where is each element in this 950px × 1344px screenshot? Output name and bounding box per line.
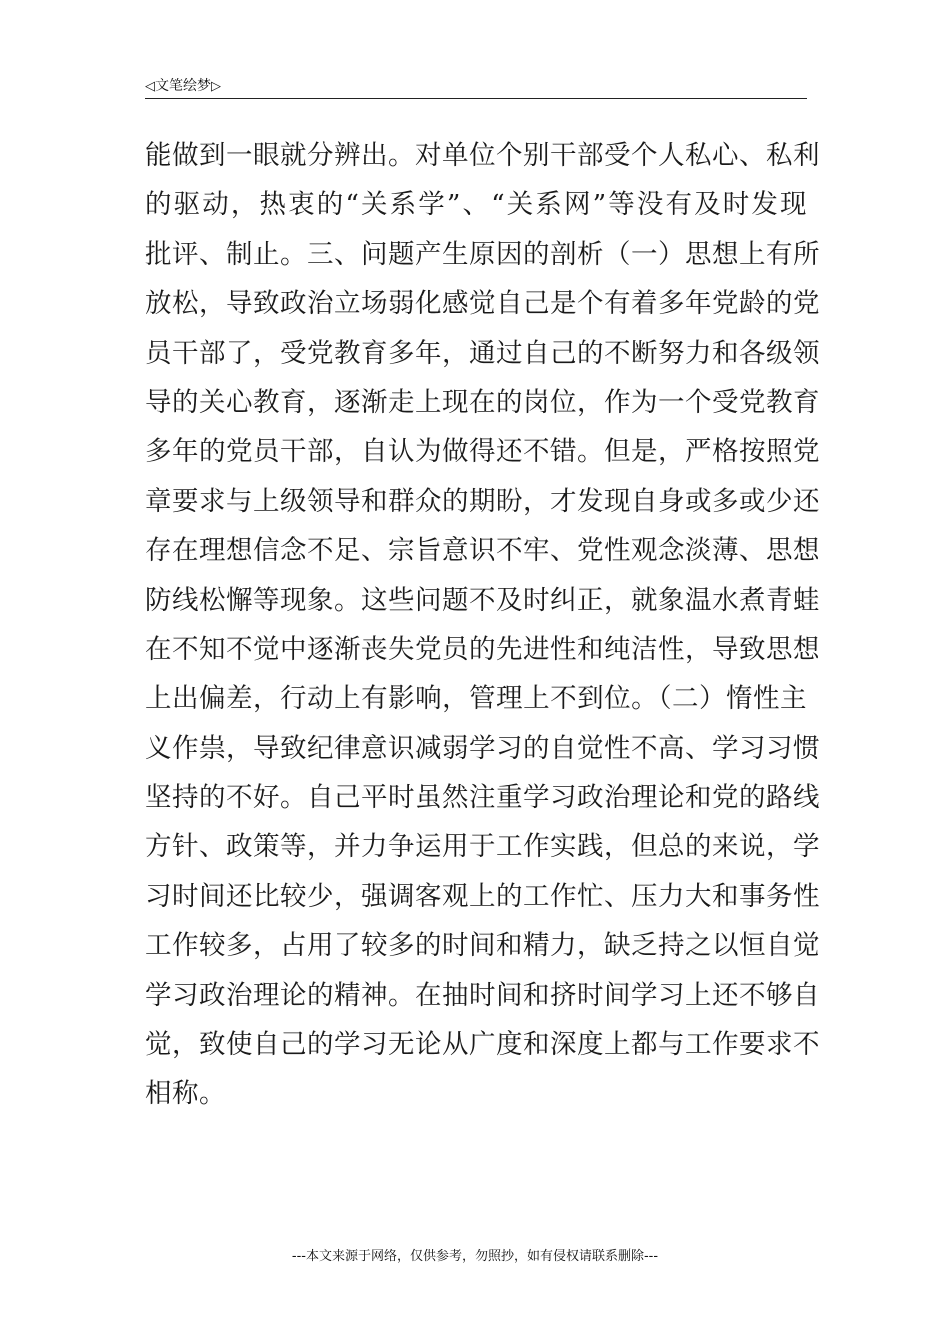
page-footer: ---本文来源于网络，仅供参考，勿照抄，如有侵权请联系删除--- (291, 1249, 659, 1264)
body-line: 上出偏差，行动上有影响，管理上不到位。（二）惰性主 (145, 683, 807, 715)
body-line: 存在理想信念不足、宗旨意识不牢、党性观念淡薄、思想 (145, 535, 820, 567)
body-line: 在不知不觉中逐渐丧失党员的先进性和纯洁性，导致思想 (145, 633, 820, 665)
right-triangle-icon: ▷ (211, 79, 221, 94)
header-title: 文笔绘梦 (155, 78, 211, 94)
body-line: 的驱动，热衷的“关系学”、“关系网”等没有及时发现 (145, 189, 807, 221)
body-line: 多年的党员干部，自认为做得还不错。但是，严格按照党 (145, 436, 820, 468)
body-line: 义作祟，导致纪律意识减弱学习的自觉性不高、学习习惯 (145, 732, 820, 764)
document-body (145, 131, 820, 1119)
body-line: 防线松懈等现象。这些问题不及时纠正，就象温水煮青蛙 (145, 584, 820, 616)
body-line: 方针、政策等，并力争运用于工作实践，但总的来说，学 (145, 831, 820, 863)
body-line: 放松，导致政治立场弱化感觉自己是个有着多年党龄的党 (145, 288, 820, 320)
left-triangle-icon: ◁ (145, 79, 155, 94)
body-line: 能做到一眼就分辨出。对单位个别干部受个人私心、私利 (145, 140, 820, 171)
body-line: 章要求与上级领导和群众的期盼，才发现自身或多或少还 (145, 485, 820, 517)
body-line: 坚持的不好。自己平时虽然注重学习政治理论和党的路线 (145, 782, 820, 814)
body-line: 学习政治理论的精神。在抽时间和挤时间学习上还不够自 (145, 979, 820, 1011)
body-line: 觉，致使自己的学习无论从广度和深度上都与工作要求不 (145, 1029, 820, 1061)
body-line-last: 相称。 (145, 1078, 226, 1110)
body-line: 导的关心教育，逐渐走上现在的岗位，作为一个受党教育 (145, 386, 820, 418)
page-header (145, 74, 807, 99)
body-line: 批评、制止。三、问题产生原因的剖析（一）思想上有所 (145, 238, 820, 270)
body-line: 习时间还比较少，强调客观上的工作忙、压力大和事务性 (145, 880, 820, 912)
body-line: 员干部了，受党教育多年，通过自己的不断努力和各级领 (145, 337, 820, 369)
header-title-group (145, 75, 221, 95)
body-line: 工作较多，占用了较多的时间和精力，缺乏持之以恒自觉 (145, 930, 820, 962)
